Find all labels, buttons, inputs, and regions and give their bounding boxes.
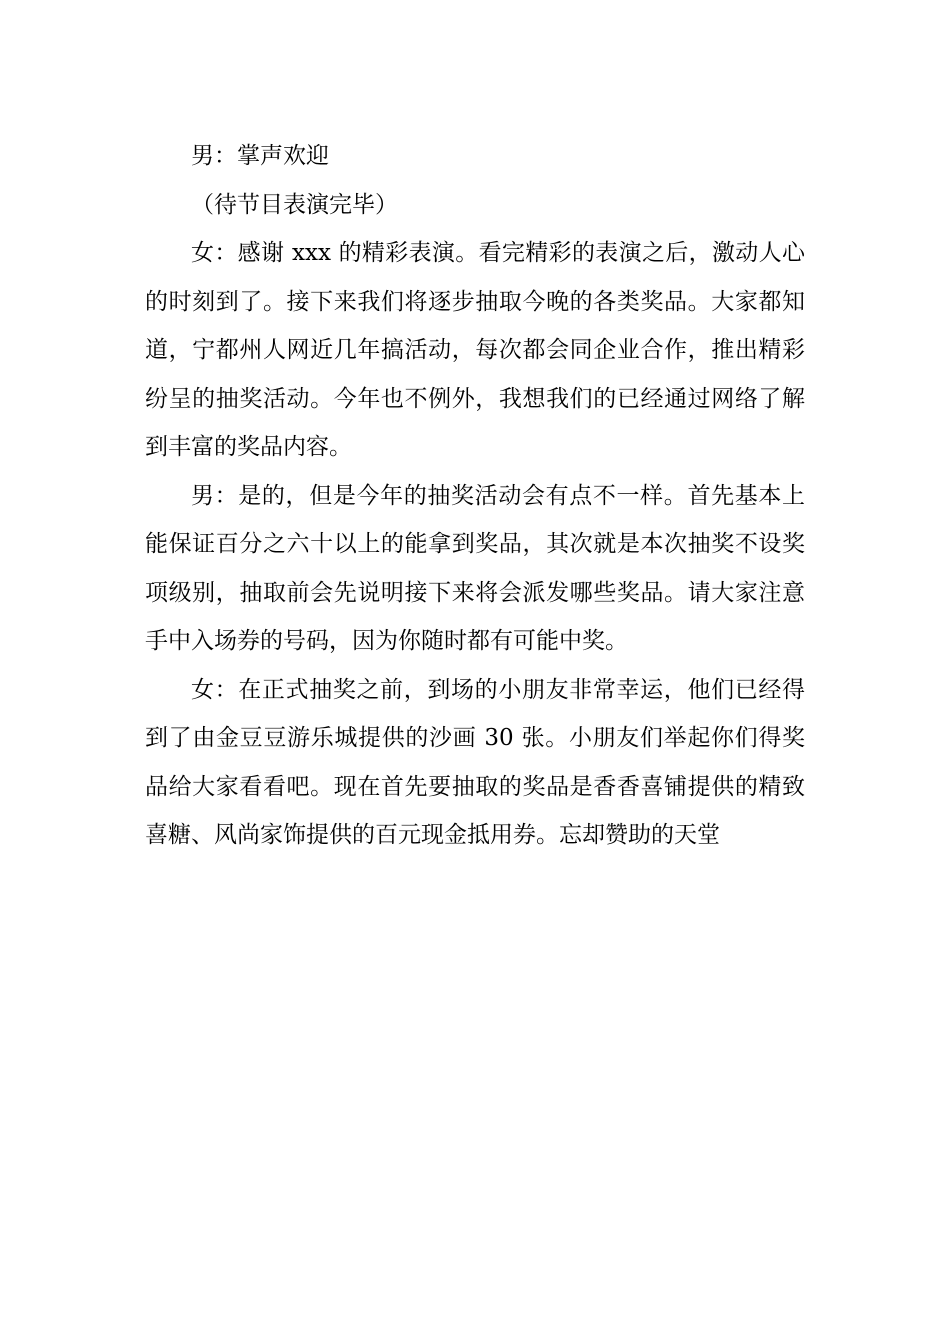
paragraph-male-applause: 男：掌声欢迎 (191, 143, 329, 169)
paragraph-female-first-prizes: 女：在正式抽奖之前，到场的小朋友非常幸运，他们已经得到了由金豆豆游乐城提供的沙画 30 张。小朋友们举起你们得奖品给大家看看吧。现在首先要抽取的奖品是香香喜铺提供的精致喜糖、风尚家饰提供的百元现金抵用券。忘却赞助的天堂 (145, 676, 805, 848)
paragraph-stage-direction: （待节目表演完毕） (191, 191, 398, 218)
document-body (145, 132, 805, 860)
paragraph-male-lottery-rules: 男：是的，但是今年的抽奖活动会有点不一样。首先基本上能保证百分之六十以上的能拿到奖品，其次就是本次抽奖不设奖项级别，抽取前会先说明接下来将会派发哪些奖品。请大家注意手中入场券的号码，因为你随时都有可能中奖。 (145, 482, 805, 654)
paragraph-female-intro-lottery: 女：感谢 xxx 的精彩表演。看完精彩的表演之后，激动人心的时刻到了。接下来我们将逐步抽取今晚的各类奖品。大家都知道，宁都州人网近几年搞活动，每次都会同企业合作，推出精彩纷呈的抽奖活动。今年也不例外，我想我们的已经通过网络了解到丰富的奖品内容。 (145, 240, 805, 460)
